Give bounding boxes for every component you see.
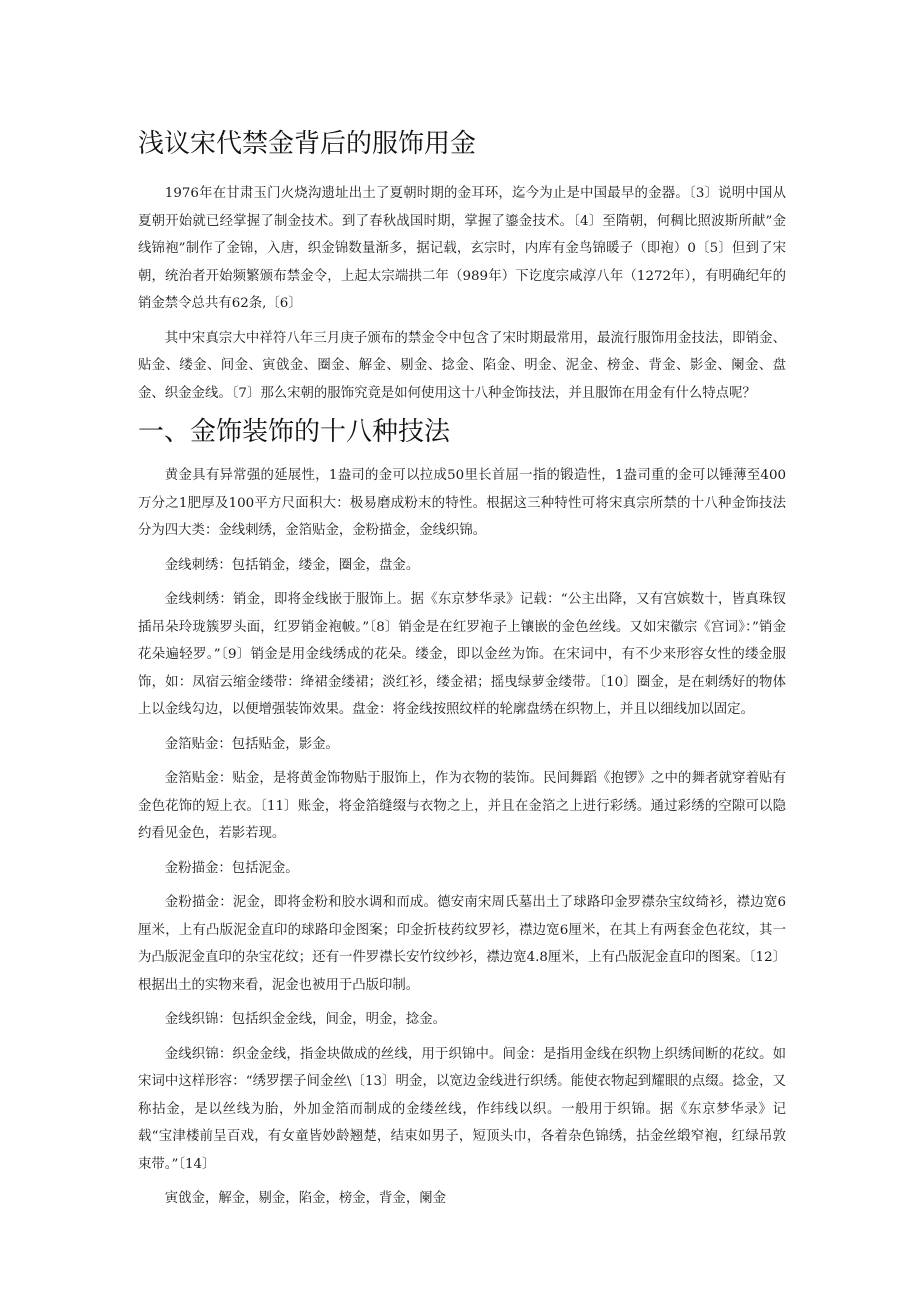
- intro-paragraph-1: 1976年在甘肃玉门火烧沟遗址出土了夏朝时期的金耳环，迄今为止是中国最早的金器。〔3〕说明中国从夏朝开始就已经掌握了制金技术。到了春秋战国时期，掌握了鎏金技术。〔4〕至隋朝，何稠比照波斯所献”金线锦袍”制作了金锦，入唐，织金锦数量渐多，据记载，玄宗时，内库有金鸟锦暖子（即袍）0〔5〕但到了宋朝，统治者开始频繁颁布禁金令，上起太宗端拱二年（989年）下讫度宗咸淳八年（1272年），有明确纪年的销金禁令总共有62条,〔6〕: [138, 186, 786, 311]
- category-label-brocade: 金线织锦：包括织金金线，间金，明金，捻金。: [164, 1012, 446, 1027]
- section-paragraph-brocade: 金线织锦：织金金线，指金块做成的丝线，用于织锦中。间金：是指用金线在织物上织绣间断的花纹。如宋词中这样形容：“绣罗摆子间金丝\〔13〕明金，以宽边金线进行织绣。能使衣物起到耀眼的点缀。捻金，又称拈金，是以丝线为胎，外加金箔而制成的金缕丝线，作纬线以织。一般用于织锦。据《东京梦华录》记载“宝津楼前呈百戏，有女童皆妙龄翘楚，结束如男子，短顶头巾，各着杂色锦绣，拈金丝缎窄袍，红绿吊敦束带。”〔14〕: [138, 1046, 786, 1172]
- remaining-techniques-list: 寅戗金，解金，剔金，陷金，榜金，背金，阑金: [164, 1191, 446, 1206]
- category-label-powder: 金粉描金：包括泥金。: [164, 860, 299, 876]
- document-page: [138, 126, 786, 1220]
- category-label-embroidery: 金线刺绣：包括销金，缕金，圈金，盘金。: [164, 557, 420, 573]
- intro-paragraph-2: 其中宋真宗大中祥符八年三月庚子颁布的禁金令中包含了宋时期最常用，最流行服饰用金技法，即销金、贴金、缕金、间金、寅戗金、圈金、解金、剔金、捻金、陷金、明金、泥金、榜金、背金、影金、阑金、盘金、织金金线。〔7〕那么宋朝的服饰究竟是如何使用这十八种金饰技法，并且服饰在用金有什么特点呢？: [138, 330, 786, 401]
- section-paragraph-foil: 金箔贴金：贴金，是将黄金饰物贴于服饰上，作为衣物的装饰。民间舞蹈《抱锣》之中的舞者就穿着贴有金色花饰的短上衣。〔11〕账金，将金箔缝缀与衣物之上，并且在金箔之上进行彩绣。通过彩绣的空隙可以隐约看见金色，若影若现。: [138, 771, 786, 841]
- section-paragraph-powder: 金粉描金：泥金，即将金粉和胶水调和而成。德安南宋周氏墓出土了球路印金罗襟杂宝纹绮衫，襟边宽6厘米，上有凸版泥金直印的球路印金图案；印金折枝药纹罗衫，襟边宽6厘米，在其上有两套金色花纹，其一为凸版泥金直印的杂宝花纹；还有一件罗襟长安竹纹纱衫，襟边宽4.8厘米，上有凸版泥金直印的图案。〔12〕根据出土的实物来看，泥金也被用于凸版印制。: [138, 895, 786, 993]
- section-paragraph-embroidery: 金线刺绣：销金，即将金线嵌于服饰上。据《东京梦华录》记载：“公主出降，又有宫嫔数十，皆真珠钗插吊朵玲珑簇罗头面，红罗销金袍帔。”〔8〕销金是在红罗袍子上镶嵌的金色丝线。又如宋徽宗《宫词》：”销金花朵遍轻罗。”〔9〕销金是用金线绣成的花朵。缕金，即以金丝为饰。在宋词中，有不少来形容女性的缕金服饰，如：凤宿云缩金缕带：绛裙金缕裙；淡红衫，缕金裙；摇曳绿萝金缕带。〔10〕圈金，是在刺绣好的物体上以金线勾边，以便增强装饰效果。盘金：将金线按照纹样的轮廓盘绣在织物上，并且以细线加以固定。: [138, 592, 786, 717]
- section-paragraph-1: 黄金具有异常强的延展性，1盎司的金可以拉成50里长首屈一指的锻造性，1盎司重的金可以锤薄至400万分之1肥厚及100平方尺面积大：极易磨成粉末的特性。根据这三种特性可将宋真宗所禁的十八种金饰技法分为四大类：金线刺绣，金箔贴金，金粉描金，金线织锦。: [138, 468, 786, 538]
- section-heading: 一、金饰装饰的十八种技法: [138, 417, 451, 447]
- category-label-foil: 金箔贴金：包括贴金，影金。: [164, 736, 339, 752]
- document-title: 浅议宋代禁金背后的服饰用金: [138, 129, 477, 159]
